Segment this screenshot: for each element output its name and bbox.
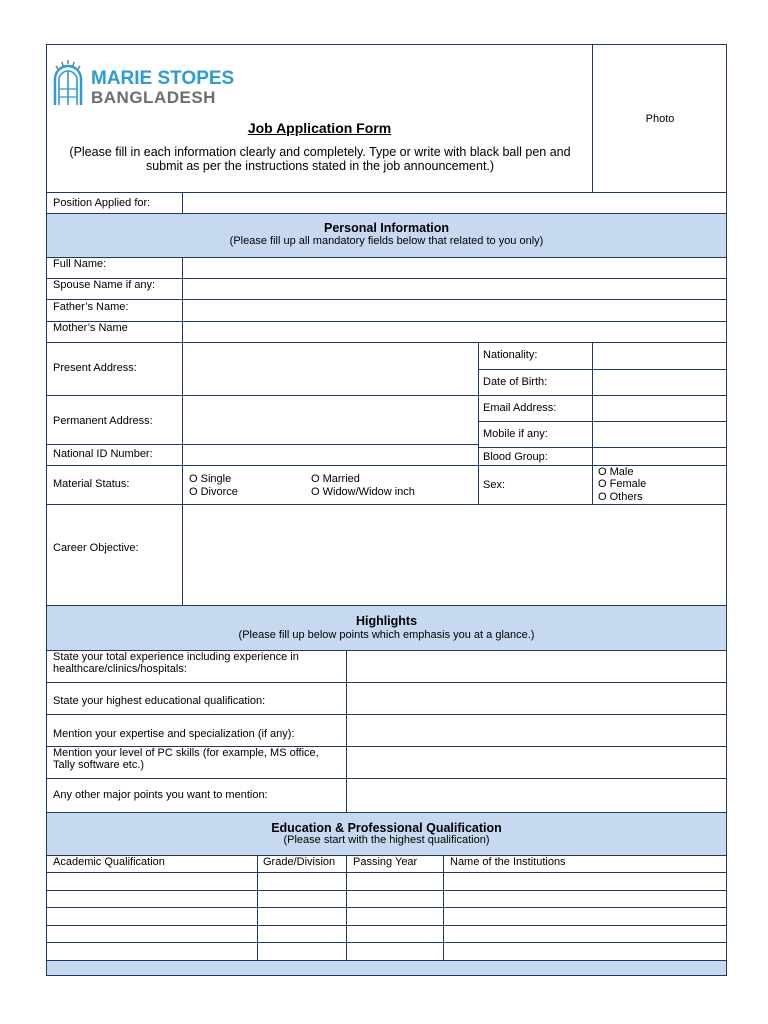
door-arch-icon [53, 59, 83, 107]
spouse-name-label: Spouse Name if any: [53, 279, 156, 291]
column-header-grade: Grade/Division [263, 856, 336, 868]
footer-band [47, 961, 726, 975]
form-instructions: (Please fill in each information clearly and completely. Type or write with black ball pen and submit as per the instructions stated in the job announcement.) [69, 145, 571, 173]
table-row[interactable] [47, 943, 726, 960]
sex-option-others[interactable]: O Others [598, 491, 643, 503]
mobile-label: Mobile if any: [483, 428, 548, 440]
education-subheading: (Please start with the highest qualification) [283, 834, 490, 846]
present-address-field[interactable] [183, 343, 477, 395]
full-name-field[interactable] [183, 258, 726, 278]
highlights-heading: Highlights [355, 614, 418, 628]
highlight-education-label: State your highest educational qualification: [53, 695, 266, 707]
highlight-expertise-field[interactable] [347, 715, 726, 746]
sex-option-female[interactable]: O Female [598, 478, 647, 490]
national-id-field[interactable] [183, 445, 477, 465]
personal-info-subheading: (Please fill up all mandatory fields below that related to you only) [229, 235, 544, 247]
permanent-address-field[interactable] [183, 396, 477, 444]
spouse-name-field[interactable] [183, 279, 726, 299]
highlight-expertise-label: Mention your expertise and specialization (if any): [53, 728, 295, 740]
personal-info-heading: Personal Information [323, 221, 450, 235]
table-row[interactable] [47, 891, 726, 907]
nationality-label: Nationality: [483, 349, 538, 361]
table-row[interactable] [47, 926, 726, 942]
full-name-label: Full Name: [53, 258, 107, 270]
highlight-education-field[interactable] [347, 683, 726, 714]
marital-option-married[interactable]: O Married [311, 473, 360, 485]
sex-option-male[interactable]: O Male [598, 466, 634, 478]
column-header-qualification: Academic Qualification [53, 856, 165, 868]
nationality-field[interactable] [593, 343, 726, 369]
permanent-address-label: Permanent Address: [53, 415, 153, 427]
highlight-pc-skills-field[interactable] [347, 747, 726, 778]
logo-line-1: MARIE STOPES [91, 68, 235, 89]
column-header-passing-year: Passing Year [353, 856, 418, 868]
present-address-label: Present Address: [53, 362, 137, 374]
mother-name-field[interactable] [183, 322, 726, 342]
highlight-pc-skills-label: Mention your level of PC skills (for example, MS office, Tally software etc.) [53, 747, 319, 771]
form-title: Job Application Form [247, 120, 392, 136]
date-of-birth-field[interactable] [593, 370, 726, 395]
table-row[interactable] [47, 873, 726, 890]
highlights-subheading: (Please fill up below points which emphasis you at a glance.) [238, 629, 535, 641]
logo-line-2: BANGLADESH [91, 88, 216, 107]
photo-box[interactable] [593, 45, 727, 192]
marital-status-label: Material Status: [53, 478, 130, 490]
highlight-experience-label: State your total experience including experience in healthcare/clinics/hospitals: [53, 651, 299, 675]
logo [53, 59, 235, 109]
table-row[interactable] [47, 908, 726, 925]
blood-group-field[interactable] [593, 448, 726, 465]
career-objective-field[interactable] [183, 505, 726, 605]
date-of-birth-label: Date of Birth: [483, 376, 548, 388]
father-name-label: Father’s Name: [53, 301, 129, 313]
marital-option-divorce[interactable]: O Divorce [189, 486, 238, 498]
career-objective-label: Career Objective: [53, 542, 139, 554]
position-applied-label: Position Applied for: [53, 197, 151, 209]
email-label: Email Address: [483, 402, 557, 414]
marital-option-widow[interactable]: O Widow/Widow inch [311, 486, 415, 498]
sex-label: Sex: [483, 479, 506, 491]
blood-group-label: Blood Group: [483, 451, 548, 463]
national-id-label: National ID Number: [53, 448, 153, 460]
column-header-institution: Name of the Institutions [450, 856, 566, 868]
email-field[interactable] [593, 396, 726, 421]
mother-name-label: Mother’s Name [53, 322, 128, 334]
mobile-field[interactable] [593, 422, 726, 447]
marital-option-single[interactable]: O Single [189, 473, 232, 485]
highlight-other-field[interactable] [347, 779, 726, 811]
education-heading: Education & Professional Qualification [271, 821, 502, 835]
highlight-experience-field[interactable] [347, 651, 726, 682]
application-form [46, 44, 727, 976]
father-name-field[interactable] [183, 300, 726, 320]
highlight-other-label: Any other major points you want to mention: [53, 789, 268, 801]
position-applied-field[interactable] [183, 193, 726, 213]
photo-label: Photo [645, 113, 675, 125]
